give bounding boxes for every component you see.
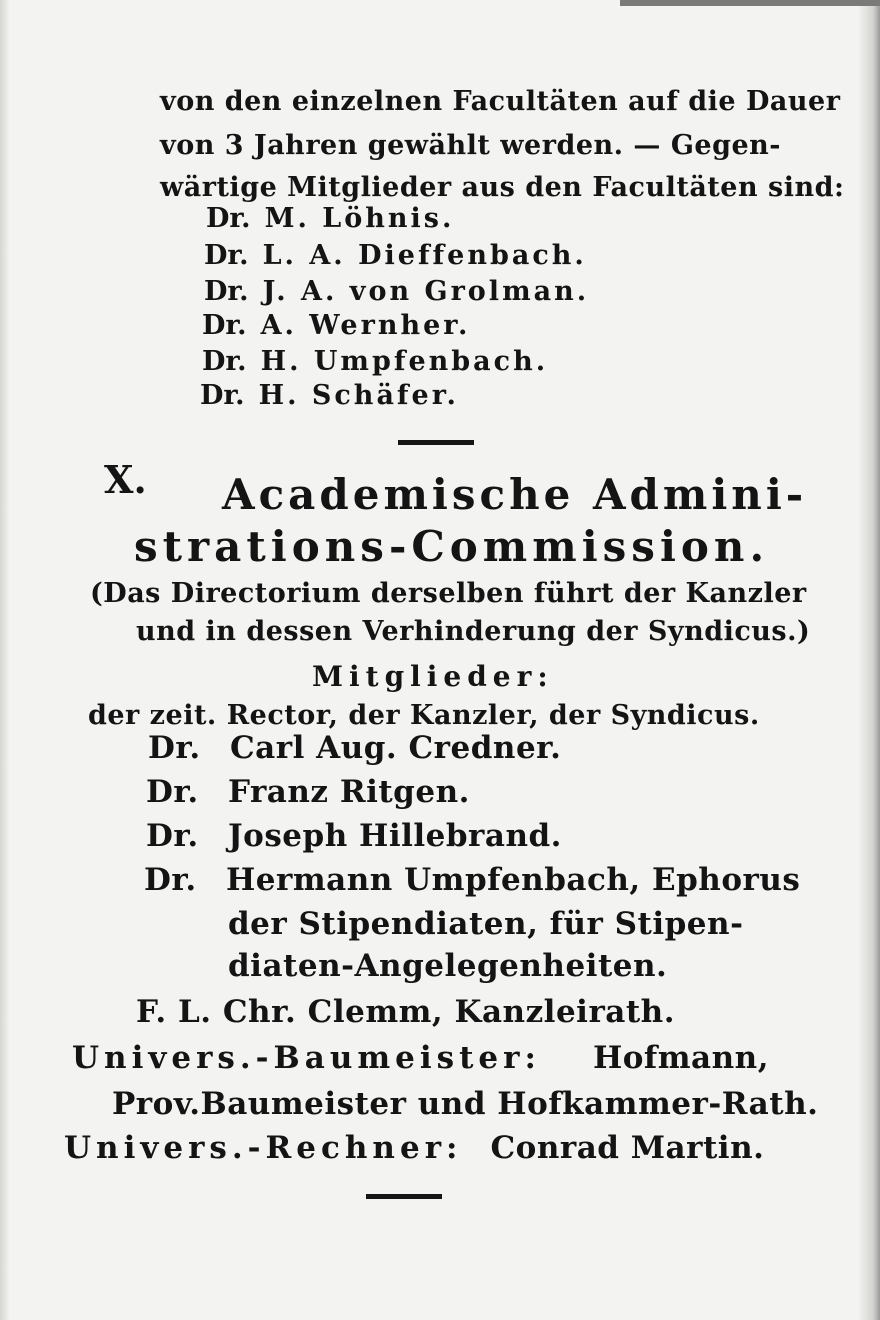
page-left-edge <box>0 0 10 1320</box>
section-title-line-2: strations-Commission. <box>134 522 770 571</box>
faculty-member <box>206 203 454 234</box>
member-name: H. Umpfenbach. <box>260 346 549 377</box>
rechner-line <box>64 1130 764 1166</box>
member-name: Joseph Hillebrand. <box>228 818 562 854</box>
member-name: Franz Ritgen. <box>228 774 470 810</box>
baumeister-title: Prov.Baumeister und Hofkammer-Rath. <box>112 1086 819 1122</box>
member-name: L. A. Dieffenbach. <box>262 240 587 271</box>
section-note-line-1: (Das Directorium derselben führt der Kanzler <box>90 578 807 609</box>
commission-member <box>146 818 562 854</box>
baumeister-name: Hofmann, <box>592 1040 769 1076</box>
member-name: A. Wernher. <box>260 310 471 341</box>
section-numeral: X. <box>104 457 147 502</box>
member-name: Carl Aug. Credner. <box>230 730 562 766</box>
rechner-name: Conrad Martin. <box>490 1130 765 1166</box>
members-heading: Mitglieder: <box>312 660 554 693</box>
faculty-member <box>204 276 589 307</box>
member-name: J. A. von Grolman. <box>262 276 590 307</box>
baumeister-label: Univers.-Baumeister: <box>72 1040 541 1076</box>
member-title: Dr. <box>204 240 249 271</box>
closing-rule <box>366 1194 442 1199</box>
member-continuation-line: der Stipendiaten, für Stipen- <box>228 906 744 942</box>
member-title: Dr. <box>144 862 197 898</box>
commission-member <box>146 774 470 810</box>
chancellery-member: F. L. Chr. Clemm, Kanzleirath. <box>136 994 676 1030</box>
faculty-member <box>204 240 587 271</box>
ex-officio-members: der zeit. Rector, der Kanzler, der Syndicus. <box>88 700 760 731</box>
commission-member <box>148 730 561 766</box>
commission-member <box>144 862 800 898</box>
section-note-line-2: und in dessen Verhinderung der Syndicus.) <box>136 616 811 647</box>
rechner-label: Univers.-Rechner: <box>64 1130 463 1166</box>
faculty-member <box>202 310 470 341</box>
member-title: Dr. <box>146 818 199 854</box>
member-title: Dr. <box>202 310 247 341</box>
baumeister-line <box>72 1040 769 1076</box>
member-continuation-line: diaten-Angelegenheiten. <box>228 948 668 984</box>
intro-line-2: von 3 Jahren gewählt werden. — Gegen- <box>160 130 781 161</box>
member-title: Dr. <box>146 774 199 810</box>
member-name: H. Schäfer. <box>258 380 459 411</box>
faculty-member <box>200 380 459 411</box>
member-title: Dr. <box>204 276 249 307</box>
member-title: Dr. <box>206 203 251 234</box>
member-title: Dr. <box>148 730 201 766</box>
member-name: M. Löhnis. <box>264 203 455 234</box>
faculty-member <box>202 346 548 377</box>
member-name: Hermann Umpfenbach, Ephorus <box>226 862 801 898</box>
intro-line-1: von den einzelnen Facultäten auf die Dauer <box>160 86 841 117</box>
section-divider-rule <box>398 440 474 445</box>
intro-line-3: wärtige Mitglieder aus den Facultäten sind: <box>160 172 845 203</box>
member-title: Dr. <box>200 380 245 411</box>
page-right-edge <box>858 0 880 1320</box>
page-top-edge <box>620 0 880 6</box>
member-title: Dr. <box>202 346 247 377</box>
section-title-line-1: Academische Admini- <box>222 470 808 519</box>
